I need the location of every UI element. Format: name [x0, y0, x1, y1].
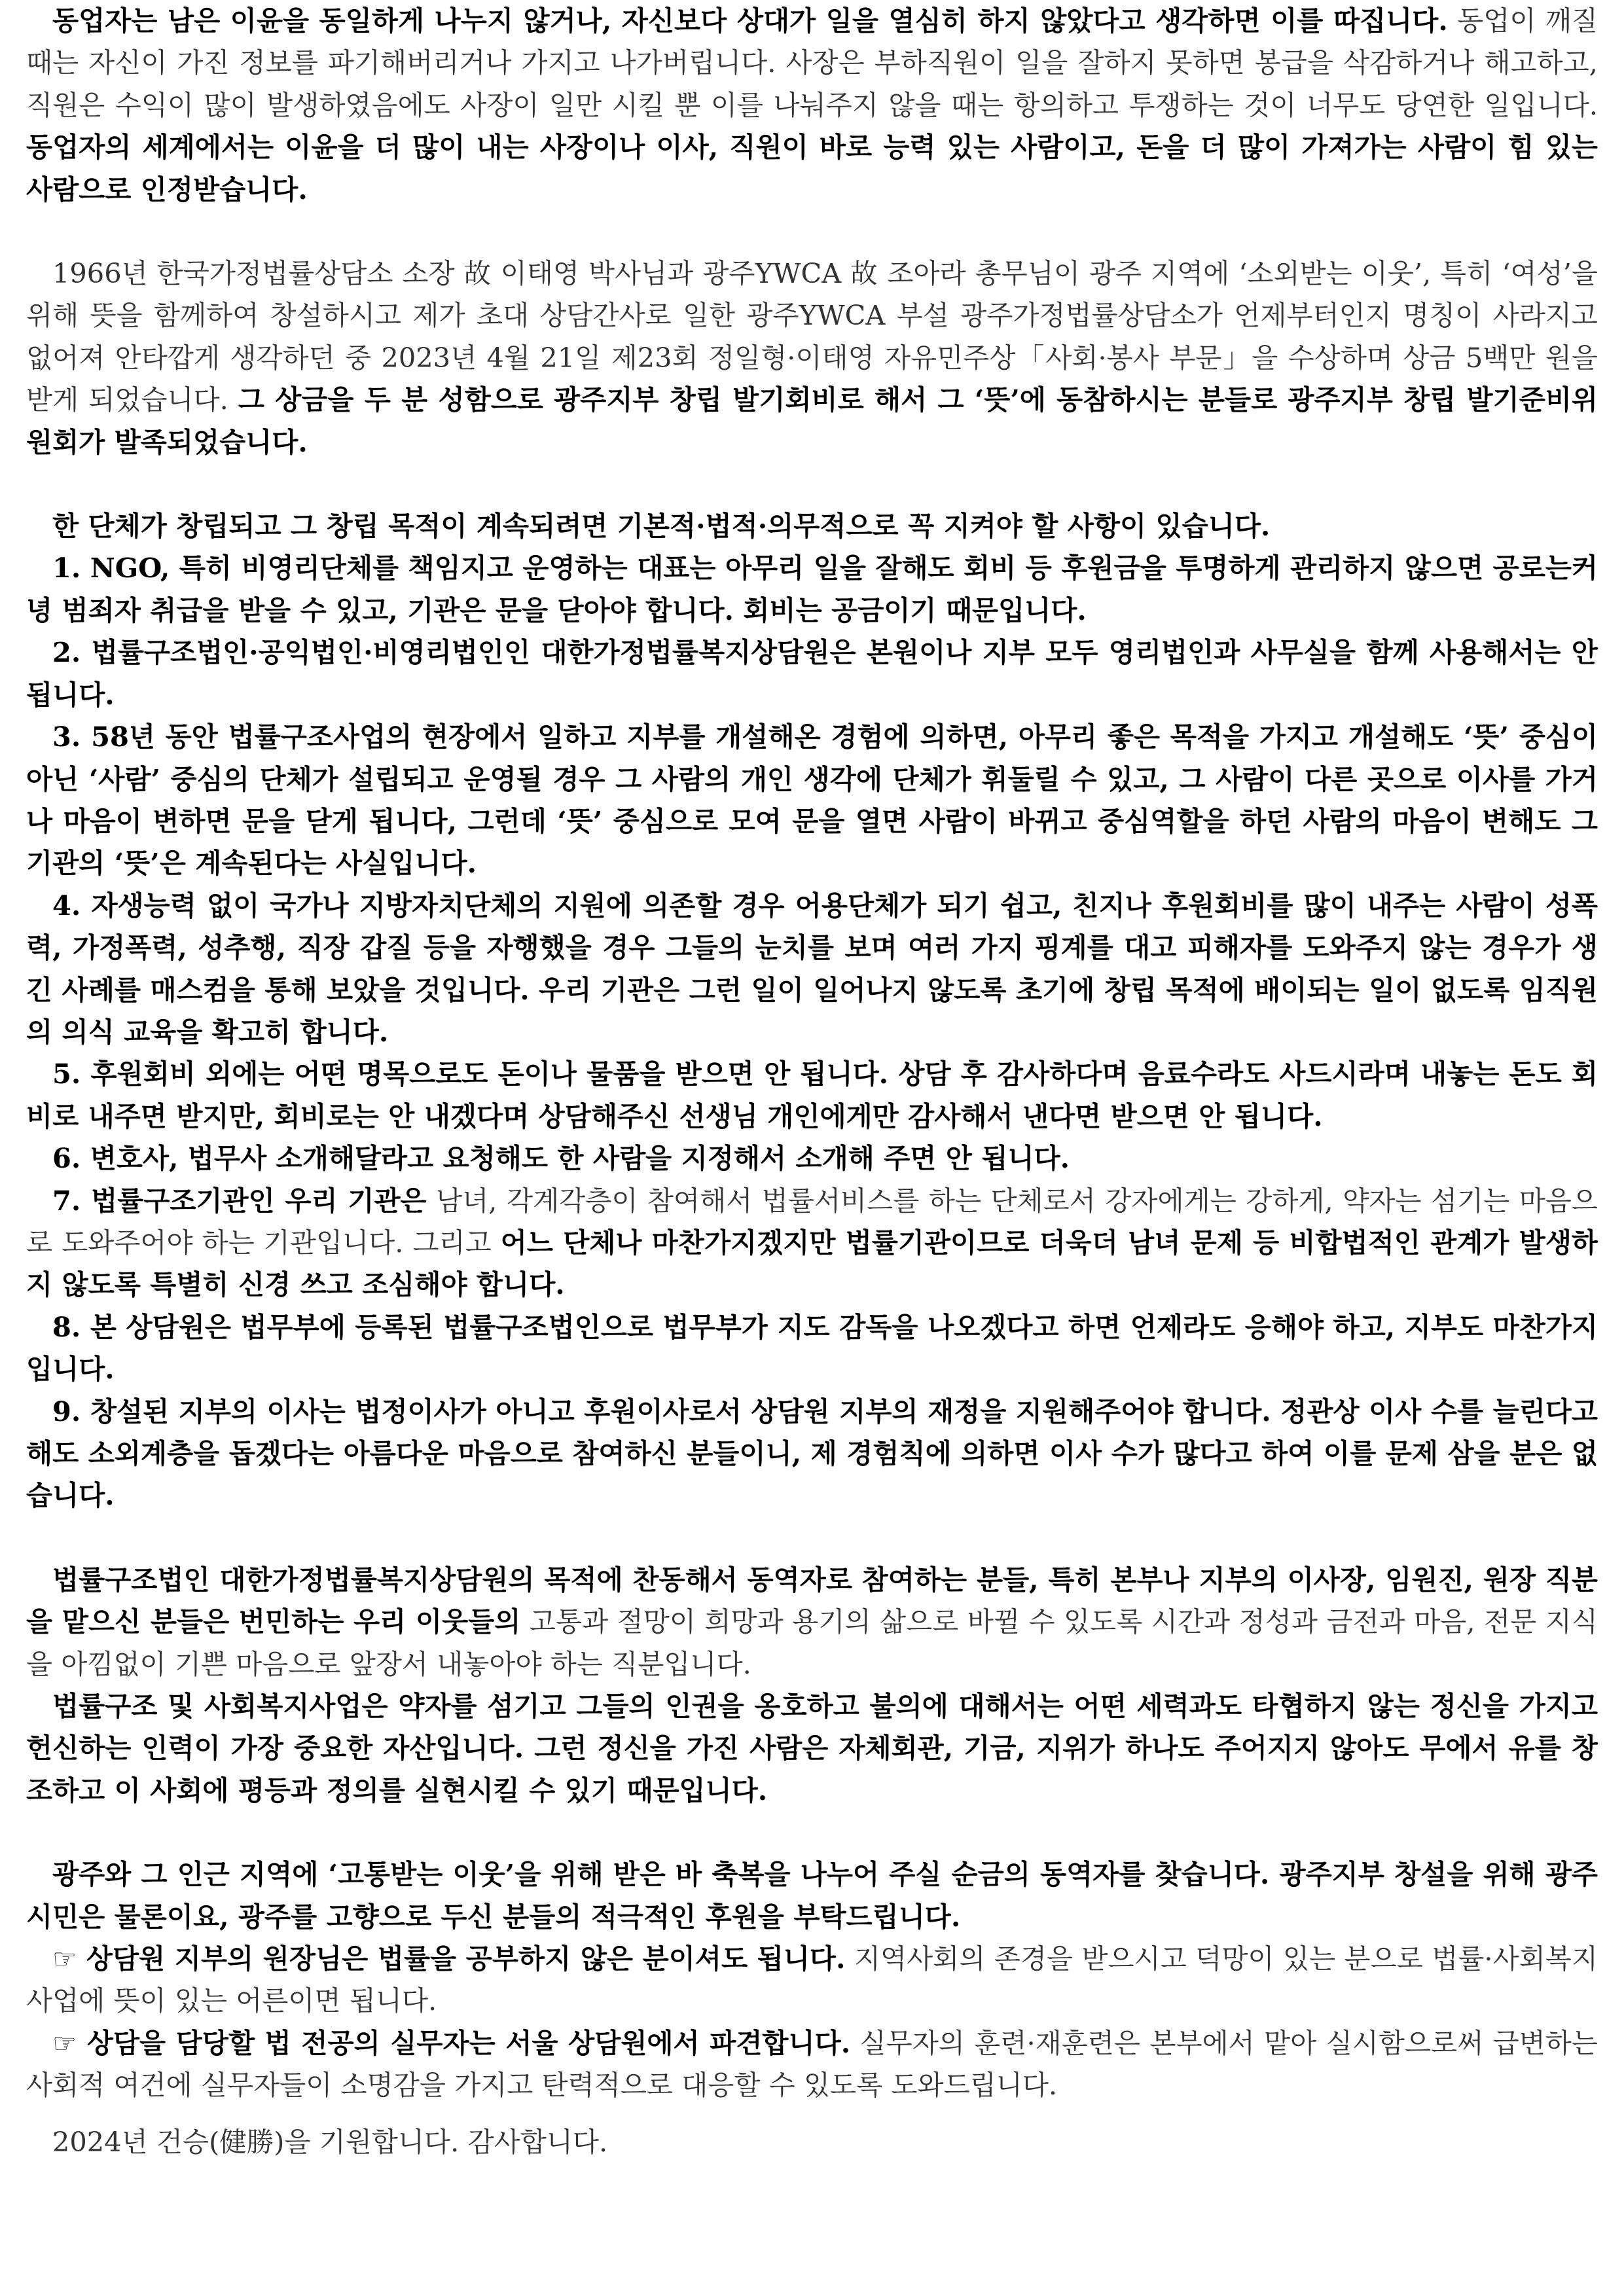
list-item: 8. 본 상담원은 법무부에 등록된 법률구조법인으로 법무부가 지도 감독을 나오겠다고 하면 언제라도 응해야 하고, 지부도 마찬가지입니다.	[26, 1310, 1598, 1386]
paragraph-duties-body: 고통과 절망이 희망과 용기의 삶으로 바뀔 수 있도록 시간과 정성과 금전과 마음, 전문 지식을 아낌없이 기쁜 마음으로 앞장서 내놓아야 하는 직분입니다.	[26, 1605, 1598, 1680]
spacer	[26, 1517, 1598, 1559]
paragraph-history	[26, 253, 1598, 463]
spacer	[26, 211, 1598, 253]
list-item-conclusion: 어느 단체나 마찬가지겠지만 법률기관이므로 더욱더 남녀 문제 등 비합법적인 관계가 발생하지 않도록 특별히 신경 쓰고 조심해야 합니다.	[26, 1226, 1598, 1301]
pointing-hand-icon: ☞	[52, 1943, 77, 1975]
bullet-director	[26, 1938, 1598, 2022]
closing-greeting: 2024년 건승(健勝)을 기원합니다. 감사합니다.	[52, 2125, 608, 2158]
rules-intro: 한 단체가 창립되고 그 창립 목적이 계속되려면 기본적·법적·의무적으로 꼭 지켜야 할 사항이 있습니다.	[52, 510, 1271, 543]
list-item-lead: 7. 법률구조기관인 우리 기관은	[52, 1184, 427, 1217]
paragraph-duties-lead: 법률구조법인 대한가정법률복지상담원의 목적에 찬동해서 동역자로 참여하는 분들, 특히 본부나 지부의 이사장, 임원진, 원장 직분을 맡으신 분들은 번민하는 우리 이웃들의	[26, 1563, 1598, 1638]
paragraph-history-body: 1966년 한국가정법률상담소 소장 故 이태영 박사님과 광주YWCA 故 조아라 총무님이 광주 지역에 ‘소외받는 이웃’, 특히 ‘여성’을 위해 뜻을 함께하여 창설하시고 제가 초대 상담간사로 일한 광주YWCA 부설 광주가정법률상담소가 언제부터인지 명칭이 사라지고 없어져 안타깝게 생각하던 중 2023년 4월 21일 제23회 정일형·이태영 자유민주상「사회·봉사 부문」을 수상하며 상금 5백만 원을 받게 되었습니다.	[26, 257, 1598, 416]
pointing-hand-icon: ☞	[52, 2026, 77, 2059]
document-page	[26, 0, 1598, 2296]
paragraph-duties	[26, 1559, 1598, 1685]
list-item: 4. 자생능력 없이 국가나 지방자치단체의 지원에 의존할 경우 어용단체가 되기 쉽고, 친지나 후원회비를 많이 내주는 사람이 성폭력, 가정폭력, 성추행, 직장 갑질 등을 자행했을 경우 그들의 눈치를 보며 여러 가지 핑계를 대고 피해자를 도와주지 않는 경우가 생긴 사례를 매스컴을 통해 보았을 것입니다. 우리 기관은 그런 일이 일어나지 않도록 초기에 창립 목적에 배이되는 일이 없도록 임직원의 의식 교육을 확고히 합니다.	[26, 889, 1598, 1048]
paragraph-history-conclusion: 그 상금을 두 분 성함으로 광주지부 창립 발기회비로 해서 그 ‘뜻’에 동참하시는 분들로 광주지부 창립 발기준비위원회가 발족되었습니다.	[26, 384, 1598, 458]
paragraph-call-for-partners: 광주와 그 인근 지역에 ‘고통받는 이웃’을 위해 받은 바 축복을 나누어 주실 순금의 동역자를 찾습니다. 광주지부 창설을 위해 광주시민은 물론이요, 광주를 고향으로 두신 분들의 적극적인 후원을 부탁드립니다.	[26, 1858, 1598, 1933]
list-item: 9. 창설된 지부의 이사는 법정이사가 아니고 후원이사로서 상담원 지부의 재정을 지원해주어야 합니다. 정관상 이사 수를 늘린다고 해도 소외계층을 돕겠다는 아름다운 마음으로 참여하신 분들이니, 제 경험칙에 의하면 이사 수가 많다고 하여 이를 문제 삼을 분은 없습니다.	[26, 1395, 1598, 1512]
list-item: 6. 변호사, 법무사 소개해달라고 요청해도 한 사람을 지정해서 소개해 주면 안 됩니다.	[52, 1142, 1070, 1175]
list-item	[26, 1180, 1598, 1306]
bullet-staff-lead: 상담을 담당할 법 전공의 실무자는 서울 상담원에서 파견합니다.	[77, 2026, 851, 2059]
paragraph-partnership-lead: 동업자는 남은 이윤을 동일하게 나누지 않거나, 자신보다 상대가 일을 열심히 하지 않았다고 생각하면 이를 따집니다.	[52, 5, 1448, 37]
spacer	[26, 2107, 1598, 2121]
list-item: 3. 58년 동안 법률구조사업의 현장에서 일하고 지부를 개설해온 경험에 의하면, 아무리 좋은 목적을 가지고 개설해도 ‘뜻’ 중심이 아닌 ‘사람’ 중심의 단체가 설립되고 운영될 경우 그 사람의 개인 생각에 단체가 휘둘릴 수 있고, 그 사람이 다른 곳으로 이사를 가거나 마음이 변하면 문을 닫게 됩니다, 그런데 ‘뜻’ 중심으로 모여 문을 열면 사람이 바뀌고 중심역할을 하던 사람의 마음이 변해도 그 기관의 ‘뜻’은 계속된다는 사실입니다.	[26, 721, 1598, 880]
paragraph-legal-aid-spirit: 법률구조 및 사회복지사업은 약자를 섬기고 그들의 인권을 옹호하고 불의에 대해서는 어떤 세력과도 타협하지 않는 정신을 가지고 헌신하는 인력이 가장 중요한 자산입니다. 그런 정신을 가진 사람은 자체회관, 기금, 지위가 하나도 주어지지 않아도 무에서 유를 창조하고 이 사회에 평등과 정의를 실현시킬 수 있기 때문입니다.	[26, 1690, 1598, 1806]
paragraph-partnership	[26, 0, 1598, 211]
paragraph-partnership-body: 동업이 깨질 때는 자신이 가진 정보를 파기해버리거나 가지고 나가버립니다. 사장은 부하직원이 일을 잘하지 못하면 봉급을 삭감하거나 해고하고, 직원은 수익이 많이 발생하였음에도 사장이 일만 시킬 뿐 이를 나눠주지 않을 때는 항의하고 투쟁하는 것이 너무도 당연한 일입니다.	[26, 5, 1598, 121]
list-item: 2. 법률구조법인·공익법인·비영리법인인 대한가정법률복지상담원은 본원이나 지부 모두 영리법인과 사무실을 함께 사용해서는 안 됩니다.	[26, 636, 1598, 711]
list-item-body: 남녀, 각계각층이 참여해서 법률서비스를 하는 단체로서 강자에게는 강하게, 약자는 섬기는 마음으로 도와주어야 하는 기관입니다. 그리고	[26, 1184, 1598, 1259]
paragraph-partnership-conclusion: 동업자의 세계에서는 이윤을 더 많이 내는 사장이나 이사, 직원이 바로 능력 있는 사람이고, 돈을 더 많이 가져가는 사람이 힘 있는 사람으로 인정받습니다.	[26, 131, 1598, 206]
list-item: 1. NGO, 특히 비영리단체를 책임지고 운영하는 대표는 아무리 일을 잘해도 회비 등 후원금을 투명하게 관리하지 않으면 공로는커녕 범죄자 취급을 받을 수 있고, 기관은 문을 닫아야 합니다. 회비는 공금이기 때문입니다.	[26, 552, 1598, 626]
list-item: 5. 후원회비 외에는 어떤 명목으로도 돈이나 물품을 받으면 안 됩니다. 상담 후 감사하다며 음료수라도 사드시라며 내놓는 돈도 회비로 내주면 받지만, 회비로는 안 내겠다며 상담해주신 선생님 개인에게만 감사해서 낸다면 받으면 안 됩니다.	[26, 1058, 1598, 1132]
bullet-staff	[26, 2022, 1598, 2107]
bullet-director-body: 지역사회의 존경을 받으시고 덕망이 있는 분으로 법률·사회복지사업에 뜻이 있는 어른이면 됩니다.	[26, 1943, 1598, 2017]
bullet-staff-body: 실무자의 훈련·재훈련은 본부에서 맡아 실시함으로써 급변하는 사회적 여건에 실무자들이 소명감을 가지고 탄력적으로 대응할 수 있도록 도와드립니다.	[26, 2026, 1598, 2102]
spacer	[26, 1812, 1598, 1854]
spacer	[26, 463, 1598, 505]
bullet-director-lead: 상담원 지부의 원장님은 법률을 공부하지 않은 분이셔도 됩니다.	[77, 1943, 846, 1975]
rules-list	[26, 547, 1598, 1516]
